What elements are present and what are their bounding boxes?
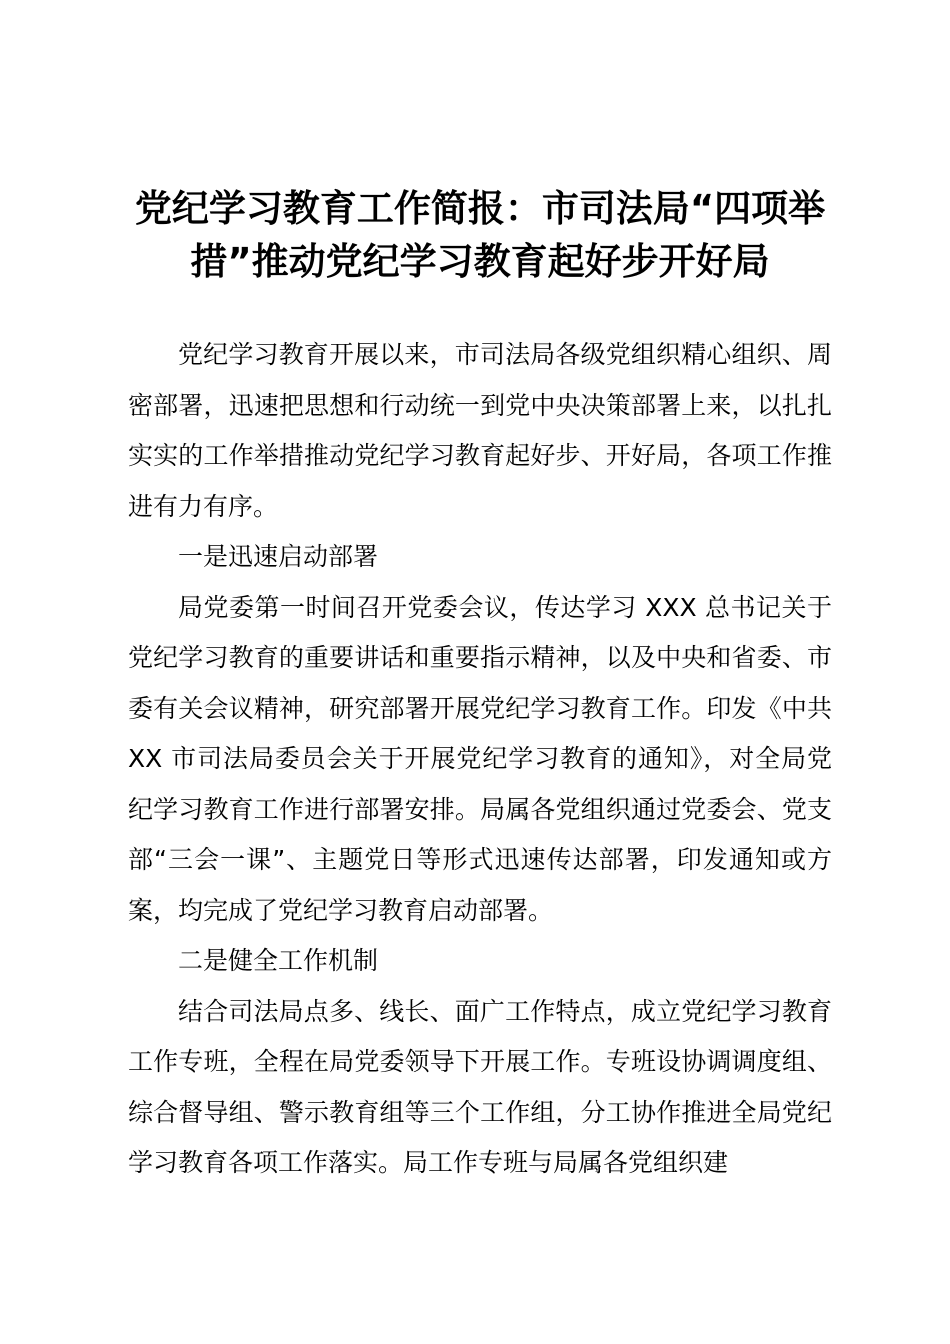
section-paragraph-2: 结合司法局点多、线长、面广工作特点，成立党纪学习教育工作专班，全程在局党委领导下开展工作。专班设协调调度组、综合督导组、警示教育组等三个工作组，分工协作推进全局党纪学习教育各项工作落实。局工作专班与局属各党组织建 [128,996,832,1177]
document-body [128,330,832,1189]
document-title: 党纪学习教育工作简报：市司法局“四项举措”推动党纪学习教育起好步开好局 [134,187,826,283]
section-heading-1: 一是迅速启动部署 [178,542,379,571]
section-paragraph-1: 局党委第一时间召开党委会议，传达学习 XXX 总书记关于党纪学习教育的重要讲话和重要指示精神，以及中央和省委、市委有关会议精神，研究部署开展党纪学习教育工作。印发《中共 XX 市司法局委员会关于开展党纪学习教育的通知》，对全局党纪学习教育工作进行部署安排。局属各党组织通过党委会、党支部“三会一课”、主题党日等形式迅速传达部署，印发通知或方案，均完成了党纪学习教育启动部署。 [128,592,832,925]
intro-paragraph: 党纪学习教育开展以来，市司法局各级党组织精心组织、周密部署，迅速把思想和行动统一到党中央决策部署上来，以扎扎实实的工作举措推动党纪学习教育起好步、开好局，各项工作推进有力有序。 [128,340,832,521]
section-heading-2: 二是健全工作机制 [178,946,379,975]
